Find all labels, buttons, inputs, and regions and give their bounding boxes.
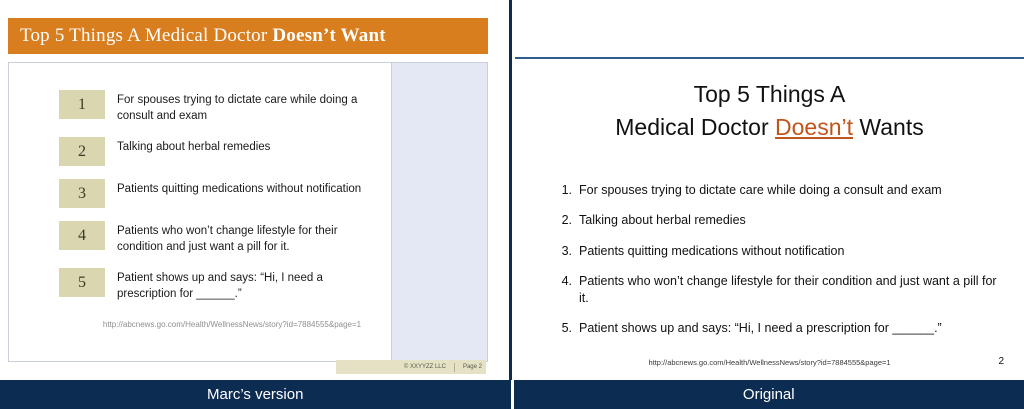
right-slide-list (559, 182, 999, 351)
list-item-number: 5 (59, 267, 105, 297)
list-item-marker: 3. (561, 243, 572, 258)
right-slide-title-emphasis: Doesn’t (775, 113, 854, 140)
slide-marcs-version (0, 0, 512, 380)
list-item (59, 178, 385, 208)
list-item (559, 182, 999, 199)
right-slide-page-number: 2 (998, 356, 1004, 367)
footer-divider (454, 363, 455, 372)
list-item-marker: 4. (561, 273, 572, 288)
list-item-marker: 1. (561, 183, 572, 197)
right-slide-title-line1: Top 5 Things A (693, 81, 846, 107)
list-item-text: Patients who won’t change lifestyle for their condition and just want a pill for it. (117, 225, 338, 253)
left-slide-body (8, 62, 488, 362)
left-slide-title (8, 25, 386, 47)
list-item (559, 320, 999, 337)
list-item-number: 3 (59, 178, 105, 208)
left-slide-title-prefix: Top 5 Things A Medical Doctor (20, 25, 273, 46)
caption-right: Original (742, 386, 795, 403)
list-item-number: 4 (59, 220, 105, 250)
left-slide-copyright: © XXYYZZ LLC (403, 364, 446, 370)
list-item (59, 89, 385, 124)
list-item-text: For spouses trying to dictate care while doing a consult and exam (579, 183, 942, 197)
list-item-text: Patients who won’t change lifestyle for their condition and just want a pill for it. (579, 273, 997, 305)
list-item (559, 273, 999, 308)
list-item-number: 1 (59, 89, 105, 119)
left-slide-footer (336, 360, 486, 374)
right-slide-title-prefix: Medical Doctor (615, 113, 776, 140)
list-item-text: Talking about herbal remedies (117, 141, 271, 154)
list-item (59, 220, 385, 255)
list-item (59, 267, 385, 302)
list-item-number: 2 (59, 136, 105, 166)
right-slide-top-rule (515, 57, 1024, 59)
caption-bar (0, 380, 1024, 409)
list-item-text: Patients quitting medications without notification (117, 183, 362, 196)
left-slide-title-emphasis: Doesn’t Want (272, 25, 386, 46)
list-item-marker: 2. (561, 213, 572, 228)
left-slide-page-label: Page 2 (462, 364, 482, 370)
right-slide-title-suffix: Wants (853, 113, 924, 140)
list-item (59, 136, 385, 166)
right-slide-title-line2 (515, 111, 1024, 144)
left-slide-title-bar (8, 18, 488, 54)
list-item-marker: 5. (561, 321, 572, 336)
left-slide-accent-band (391, 63, 487, 361)
list-item-text: Patient shows up and says: “Hi, I need a prescription for ______.” (117, 272, 323, 300)
left-slide-list (9, 63, 391, 361)
list-item (559, 212, 999, 229)
right-slide-title (515, 78, 1024, 143)
list-item-text: Patients quitting medications without notification (579, 243, 845, 258)
left-slide-source-url: http://abcnews.go.com/Health/WellnessNews/story?id=7884555&page=1 (102, 320, 362, 330)
right-slide-source-url: http://abcnews.go.com/Health/WellnessNews/story?id=7884555&page=1 (648, 358, 891, 367)
slide-original (515, 0, 1024, 380)
caption-left: Marc’s version (0, 380, 514, 409)
list-item-text: Patient shows up and says: “Hi, I need a prescription for ______.” (579, 321, 942, 336)
list-item (559, 243, 999, 260)
list-item-text: For spouses trying to dictate care while doing a consult and exam (117, 94, 358, 122)
list-item-text: Talking about herbal remedies (579, 213, 746, 228)
